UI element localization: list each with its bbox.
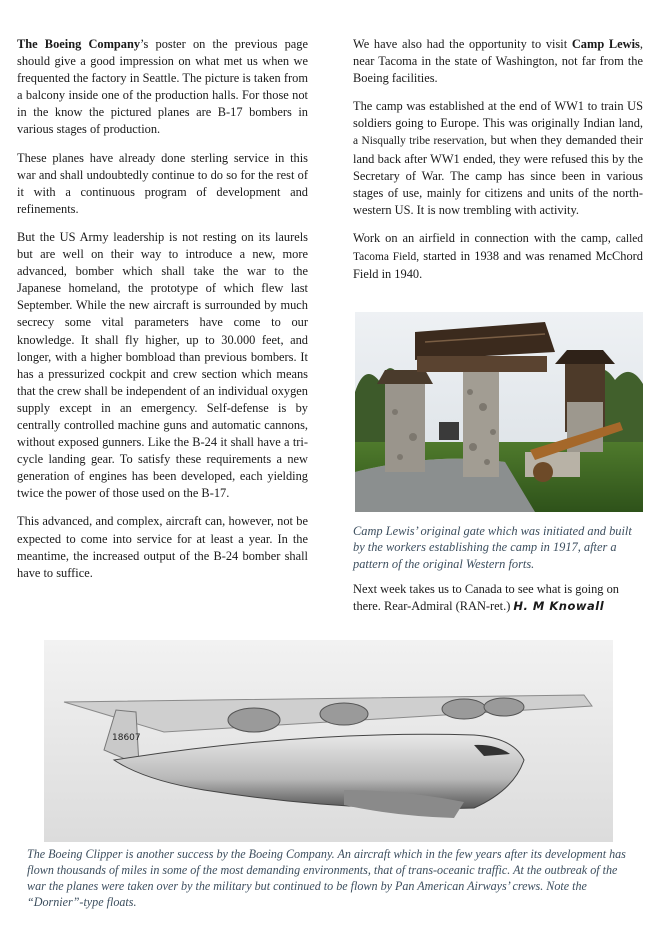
camp-lewis-bold: Camp Lewis	[571, 37, 640, 51]
paragraph-text: We have also had the opportunity to visit	[353, 37, 572, 51]
clipper-photo-caption: The Boeing Clipper is another success by the Boeing Company. An aircraft which in the few years after its development has flown thousands of miles in some of the most demanding environments, that of trans-oceanic traffic. At the outbreak of the war the planes were taken over by the military but continued to be flown by Pan American Airways’ crews. Note the “Dornier”-type floats.	[27, 847, 626, 909]
paragraph-text: but when they demanded their land back after WW1 ended, they were refused this by the Secretary of War. The camp has since been in various stages of use, mainly for citizens and units of the north-western US. It is now trembling with activity.	[353, 133, 643, 217]
closing-text: Next week takes us to Canada to see what is going on there. Rear-Admiral (RAN-ret.)	[353, 582, 619, 614]
paragraph-boeing-poster	[17, 36, 308, 139]
paragraph-b24: This advanced, and complex, aircraft can, however, not be expected to come into service for at least a year. In the meantime, the increased output of the B-24 bomber shall have to suffice.	[17, 514, 308, 580]
paragraph-small-text: a Nisqually tribe reservation,	[353, 135, 487, 148]
closing-paragraph	[353, 581, 645, 615]
paragraph-sterling-service: These planes have already done sterling service in this war and shall undoubtedly continue to do so for the rest of it with a continuous program of development and refinements.	[17, 150, 308, 216]
paragraph-text: ’s poster on the previous page should give a good impression on what met us when we frequented the factory in Seattle. The picture is taken from a balcony inside one of the production halls. For those not in the know the pictured planes are B-17 bombers in various stages of production.	[17, 37, 308, 137]
boeing-company-bold: The Boeing Company	[17, 37, 141, 51]
left-column	[17, 36, 308, 593]
camp-lewis-gate-photo	[355, 312, 643, 512]
paragraph-camp-lewis-visit	[353, 36, 643, 87]
clipper-tail-number: 18607	[112, 733, 141, 743]
paragraph-text: , near Tacoma in the state of Washington, not far from the Boeing facilities.	[353, 37, 643, 86]
paragraph-small-text: called Tacoma Field,	[353, 232, 643, 264]
paragraph-new-bomber: But the US Army leadership is not resting on its laurels but are well on their way to introduce a new, more advanced, bomber which shall take the war to the Japanese homeland, the prototype of which flew last September. While the new aircraft is surrounded by much secrecy some vital parameters have come to our knowledge. It shall fly higher, up to 30.000 feet, and longer, with a higher bombload than previous bombers. It has a pressurized cockpit and crew section which means that the crew shall be independent of an individual oxygen supply except in an emergency. Self-defense is by centrally controlled machine guns and automatic cannons, without exposed gunners. Like the B-24 it shall have a tri-cycle landing gear. To satisfy these requirements a new generation of engines has been developed, each yielding twice the power of those used on the B-17.	[17, 229, 308, 501]
author-signature: H. M Knowall	[513, 599, 605, 614]
paragraph-text: The camp was established at the end of WW1 to train US soldiers going to Europe. This was originally Indian land,	[353, 99, 643, 131]
gate-photo-caption: Camp Lewis’ original gate which was initiated and built by the workers establishing the camp in 1917, after a pattern of the original Western forts.	[353, 524, 632, 571]
paragraph-airfield	[353, 230, 643, 283]
right-column	[353, 36, 643, 294]
paragraph-text: started in 1938 and was renamed McChord Field in 1940.	[353, 249, 644, 282]
boeing-clipper-photo	[44, 640, 613, 842]
paragraph-text: Work on an airfield in connection with the camp,	[353, 230, 616, 245]
paragraph-camp-history	[353, 98, 643, 219]
